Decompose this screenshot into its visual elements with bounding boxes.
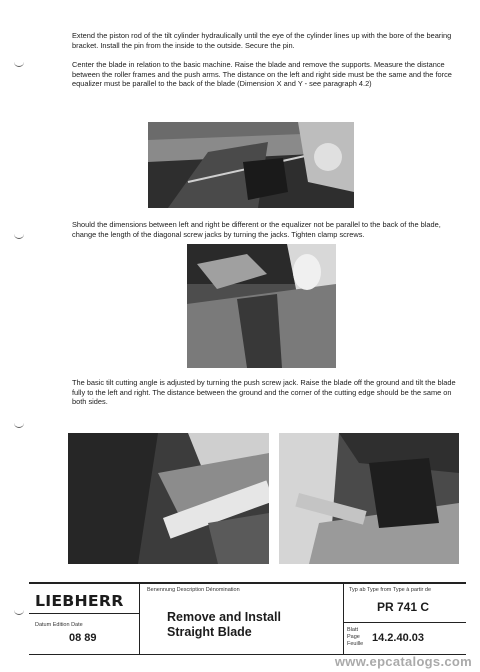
binder-hole-mark <box>14 423 24 428</box>
binder-hole-mark <box>14 610 24 615</box>
document-title-line-1: Remove and Install <box>167 610 281 624</box>
page-label: Feuille <box>347 641 364 647</box>
watermark: www.epcatalogs.com <box>334 654 472 669</box>
title-block <box>29 582 466 655</box>
instruction-paragraph: Should the dimensions between left and right be different or the equalizer not be parallel to the back of the blade, change the length of the diagonal screw jacks by turning the jacks. Tighten clamp screws. <box>72 220 441 239</box>
type-label: Typ ab Type from Type à partir de <box>349 587 432 593</box>
document-title-line-2: Straight Blade <box>167 625 252 639</box>
edition-date: 08 89 <box>69 632 97 644</box>
photo-roller-frame-measurement <box>148 122 354 208</box>
instruction-paragraph: Center the blade in relation to the basic machine. Raise the blade and remove the supports. Measure the distance between the roller frames and the push arms. The distance on the left and right side must be the same and the force equalizer must be parallel to the back of the blade (Dimension X and Y - see paragraph 4.2) <box>72 60 452 89</box>
date-label: Datum Edition Date <box>35 622 83 628</box>
photo-diagonal-screw-jack <box>187 244 336 368</box>
photo-push-screw-jack-right <box>279 433 459 564</box>
machine-type: PR 741 C <box>377 600 430 614</box>
page-number: 14.2.40.03 <box>372 632 424 644</box>
instruction-paragraph: The basic tilt cutting angle is adjusted by turning the push screw jack. Raise the blade off the ground and tilt the blade fully to the left and right. The distance between the ground and the corner of the cutting edge should be the same on both sides. <box>72 378 456 407</box>
liebherr-logo: LIEBHERR <box>35 592 124 610</box>
binder-hole-mark <box>14 62 24 67</box>
page-label: Blatt <box>347 627 359 633</box>
page-label: Page <box>347 634 360 640</box>
instruction-paragraph: Extend the piston rod of the tilt cylinder hydraulically until the eye of the cylinder lines up with the bore of the bearing bracket. Install the pin from the inside to the outside. Secure the pin. <box>72 31 452 50</box>
designation-label: Benennung Description Dénomination <box>147 587 240 593</box>
binder-hole-mark <box>14 234 24 239</box>
photo-push-screw-jack-left <box>68 433 269 564</box>
